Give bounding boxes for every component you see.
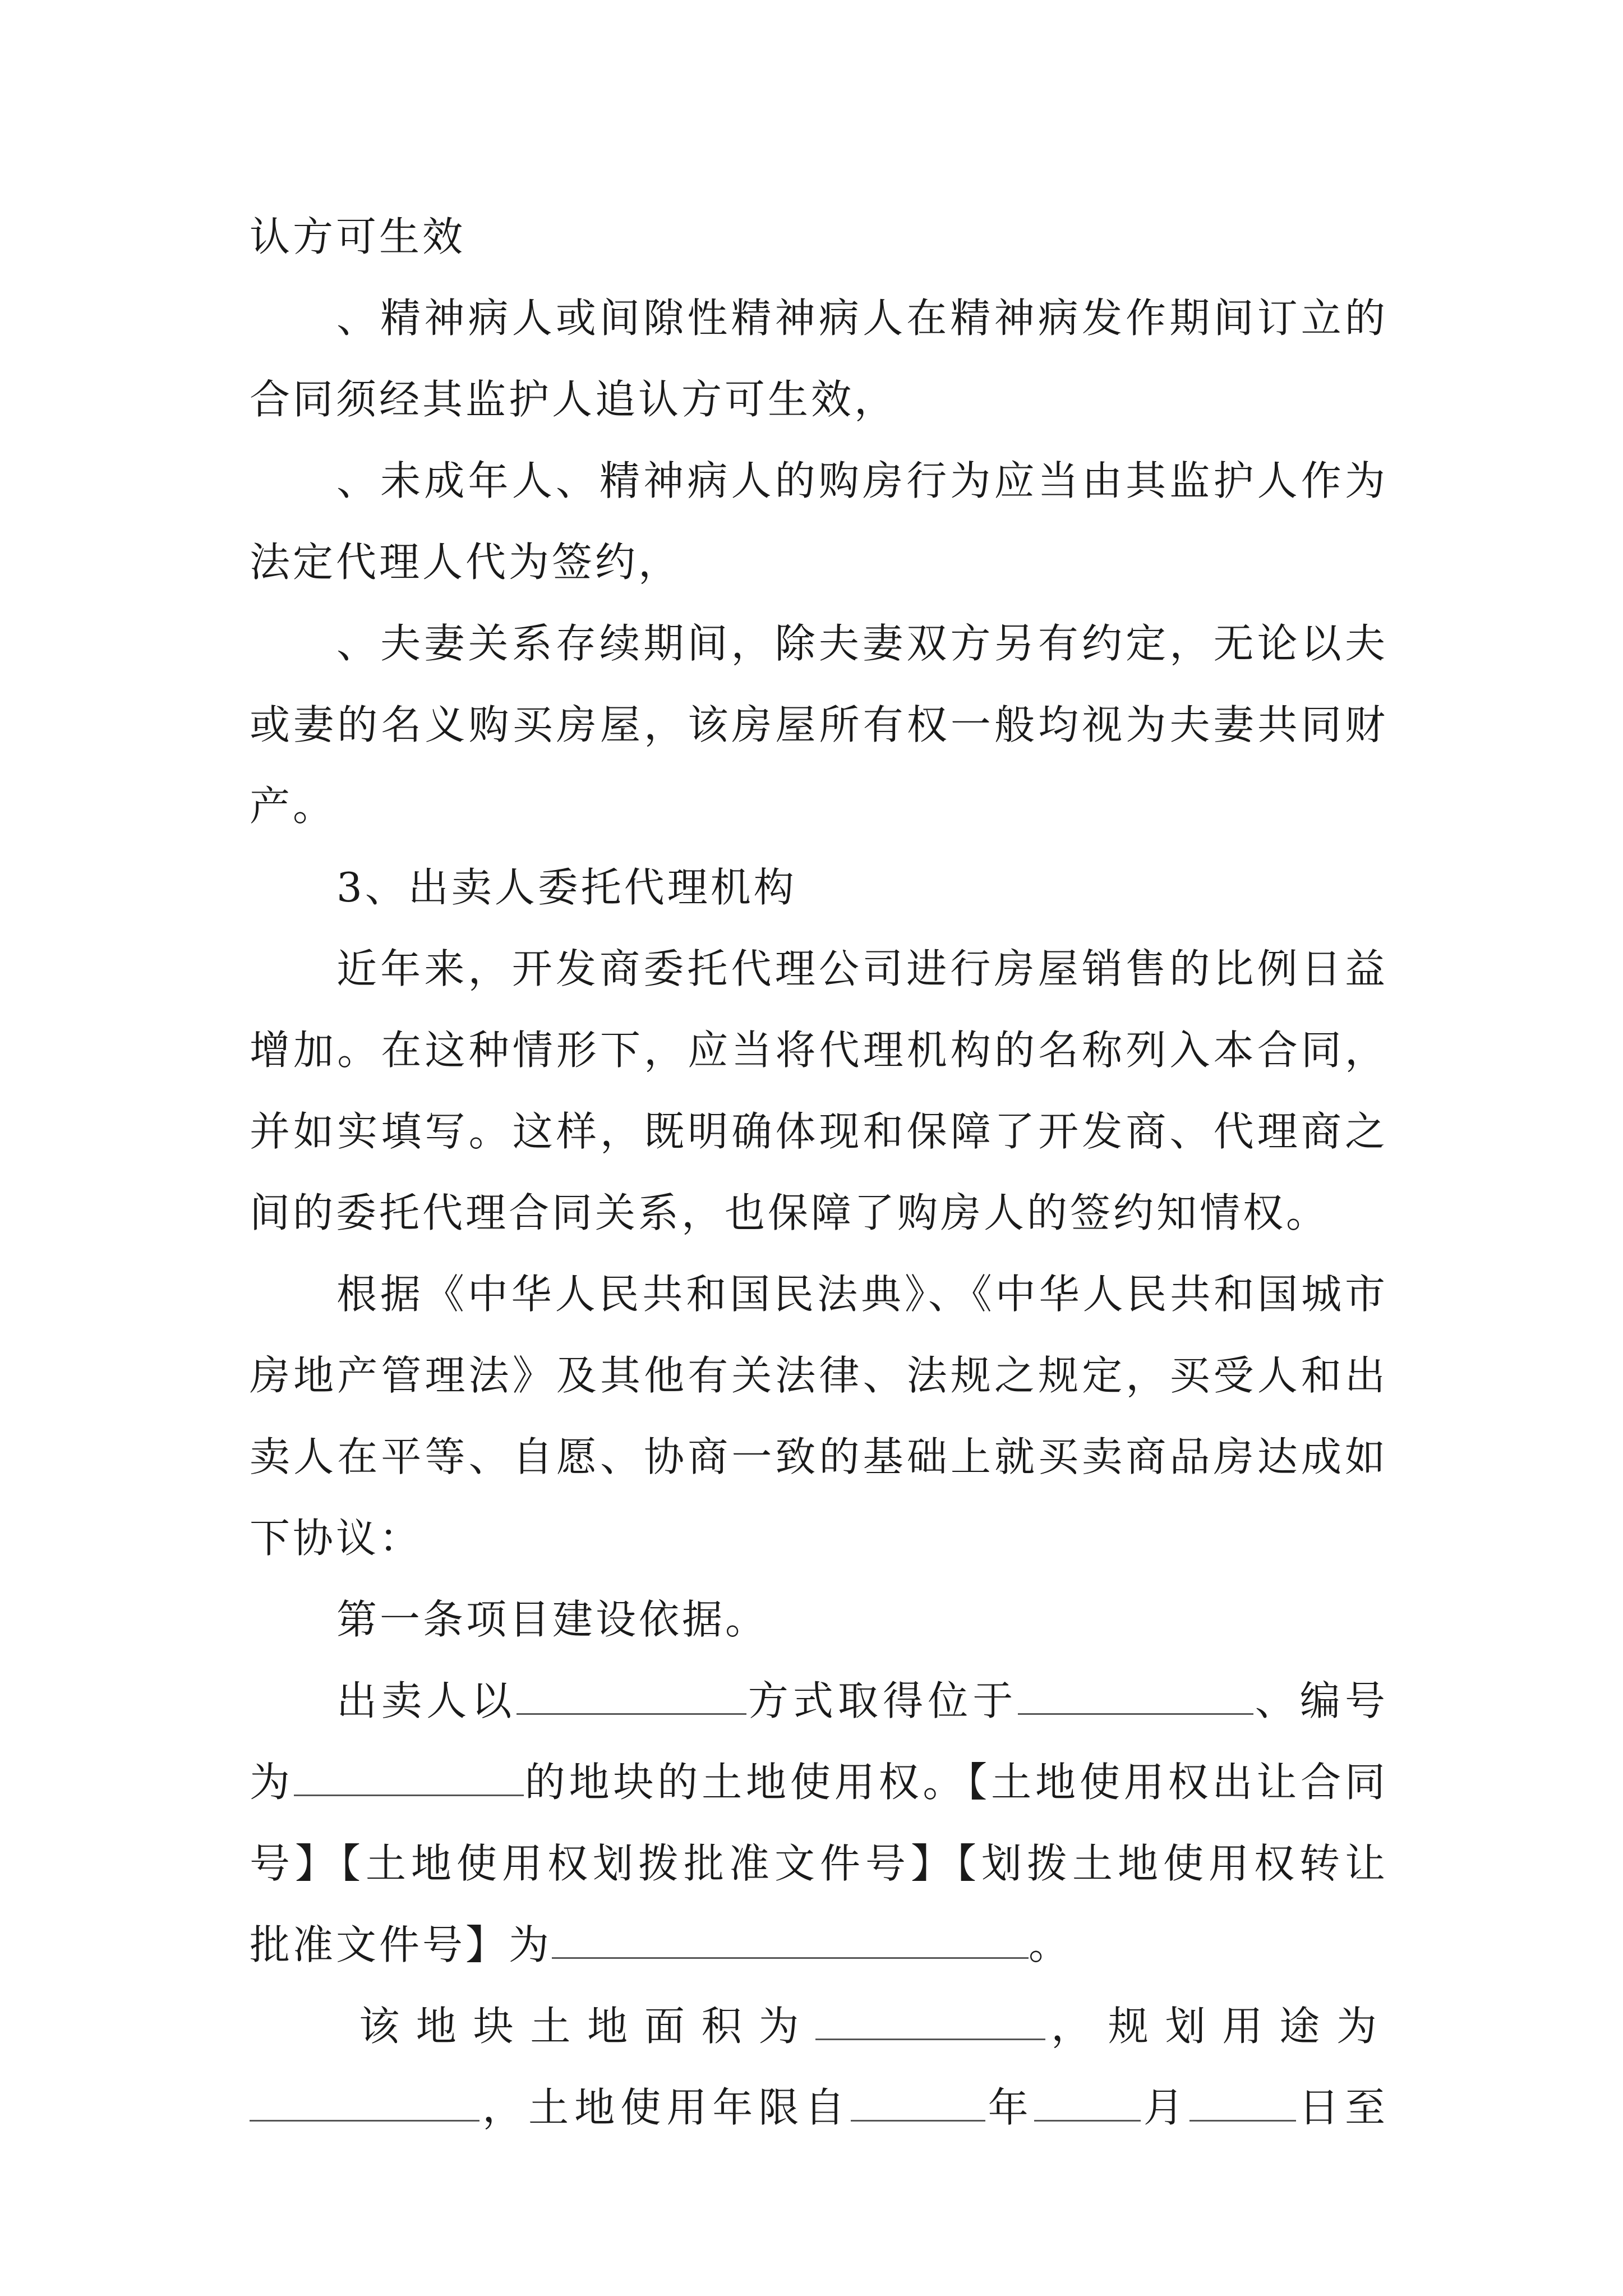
text-line: 增加。在这种情形下，应当将代理机构的名称列入本合同， [250, 1027, 1388, 1074]
text-line: 法定代理人代为签约， [250, 539, 682, 586]
clause-line [336, 1673, 1388, 1729]
text-line: 认方可生效 [250, 213, 466, 260]
clause-text: 出卖人以 [336, 1677, 517, 1724]
clause-line [359, 1998, 1388, 2054]
fill-in-blank[interactable] [1189, 2085, 1296, 2122]
text-line: 房地产管理法》及其他有关法律、法规之规定，买受人和出 [250, 1352, 1388, 1399]
clause-line [250, 1917, 1388, 1973]
fill-in-blank[interactable] [552, 1922, 1029, 1959]
fill-in-blank[interactable] [517, 1678, 746, 1715]
text-line: 根据《中华人民共和国民法典》、《中华人民共和国城市 [336, 1271, 1388, 1318]
text-line: 并如实填写。这样，既明确体现和保障了开发商、代理商之 [250, 1108, 1388, 1155]
text-line: 、精神病人或间隙性精神病人在精神病发作期间订立的 [336, 295, 1388, 342]
clause-text: ，土地使用年限自 [479, 2084, 851, 2131]
fill-in-blank[interactable] [815, 2004, 1045, 2040]
clause-line [250, 1754, 1388, 1810]
clause-text: 批准文件号】为 [250, 1921, 552, 1968]
text-line: 近年来，开发商委托代理公司进行房屋销售的比例日益 [336, 945, 1388, 992]
clause-text: 该地块土地面积为 [359, 2003, 816, 2050]
fill-in-blank[interactable] [250, 2085, 479, 2122]
fill-in-blank[interactable] [294, 1760, 524, 1796]
text-line: 间的委托代理合同关系，也保障了购房人的签约知情权。 [250, 1189, 1330, 1236]
text-line: 合同须经其监护人追认方可生效， [250, 376, 898, 423]
fill-in-blank[interactable] [1034, 2085, 1141, 2122]
text-line: 下协议： [250, 1515, 423, 1562]
clause-text: 为 [250, 1759, 294, 1806]
clause-text: 、编号 [1253, 1677, 1388, 1724]
clause-text: ，规划用途为 [1045, 2003, 1388, 2050]
text-line: 、未成年人、精神病人的购房行为应当由其监护人作为 [336, 457, 1388, 504]
section-heading: 3、出卖人委托代理机构 [336, 864, 797, 911]
clause-text: 。 [1029, 1921, 1072, 1968]
fill-in-blank[interactable] [851, 2085, 985, 2122]
text-line: 号】【土地使用权划拨批准文件号】【划拨土地使用权转让 [250, 1840, 1388, 1887]
article-heading: 第一条项目建设依据。 [336, 1596, 769, 1643]
clause-text: 日至 [1295, 2084, 1388, 2131]
clause-text: 的地块的土地使用权。【土地使用权出让合同 [523, 1759, 1388, 1806]
text-line: 卖人在平等、自愿、协商一致的基础上就买卖商品房达成如 [250, 1433, 1388, 1480]
text-line: 、夫妻关系存续期间，除夫妻双方另有约定，无论以夫 [336, 620, 1388, 667]
clause-text: 方式取得位于 [746, 1677, 1018, 1724]
clause-text: 月 [1140, 2084, 1189, 2131]
fill-in-blank[interactable] [1018, 1678, 1253, 1715]
text-line: 产。 [250, 783, 336, 830]
clause-text: 年 [985, 2084, 1034, 2131]
text-line: 或妻的名义购买房屋，该房屋所有权一般均视为夫妻共同财 [250, 701, 1388, 748]
clause-line [250, 2079, 1388, 2136]
